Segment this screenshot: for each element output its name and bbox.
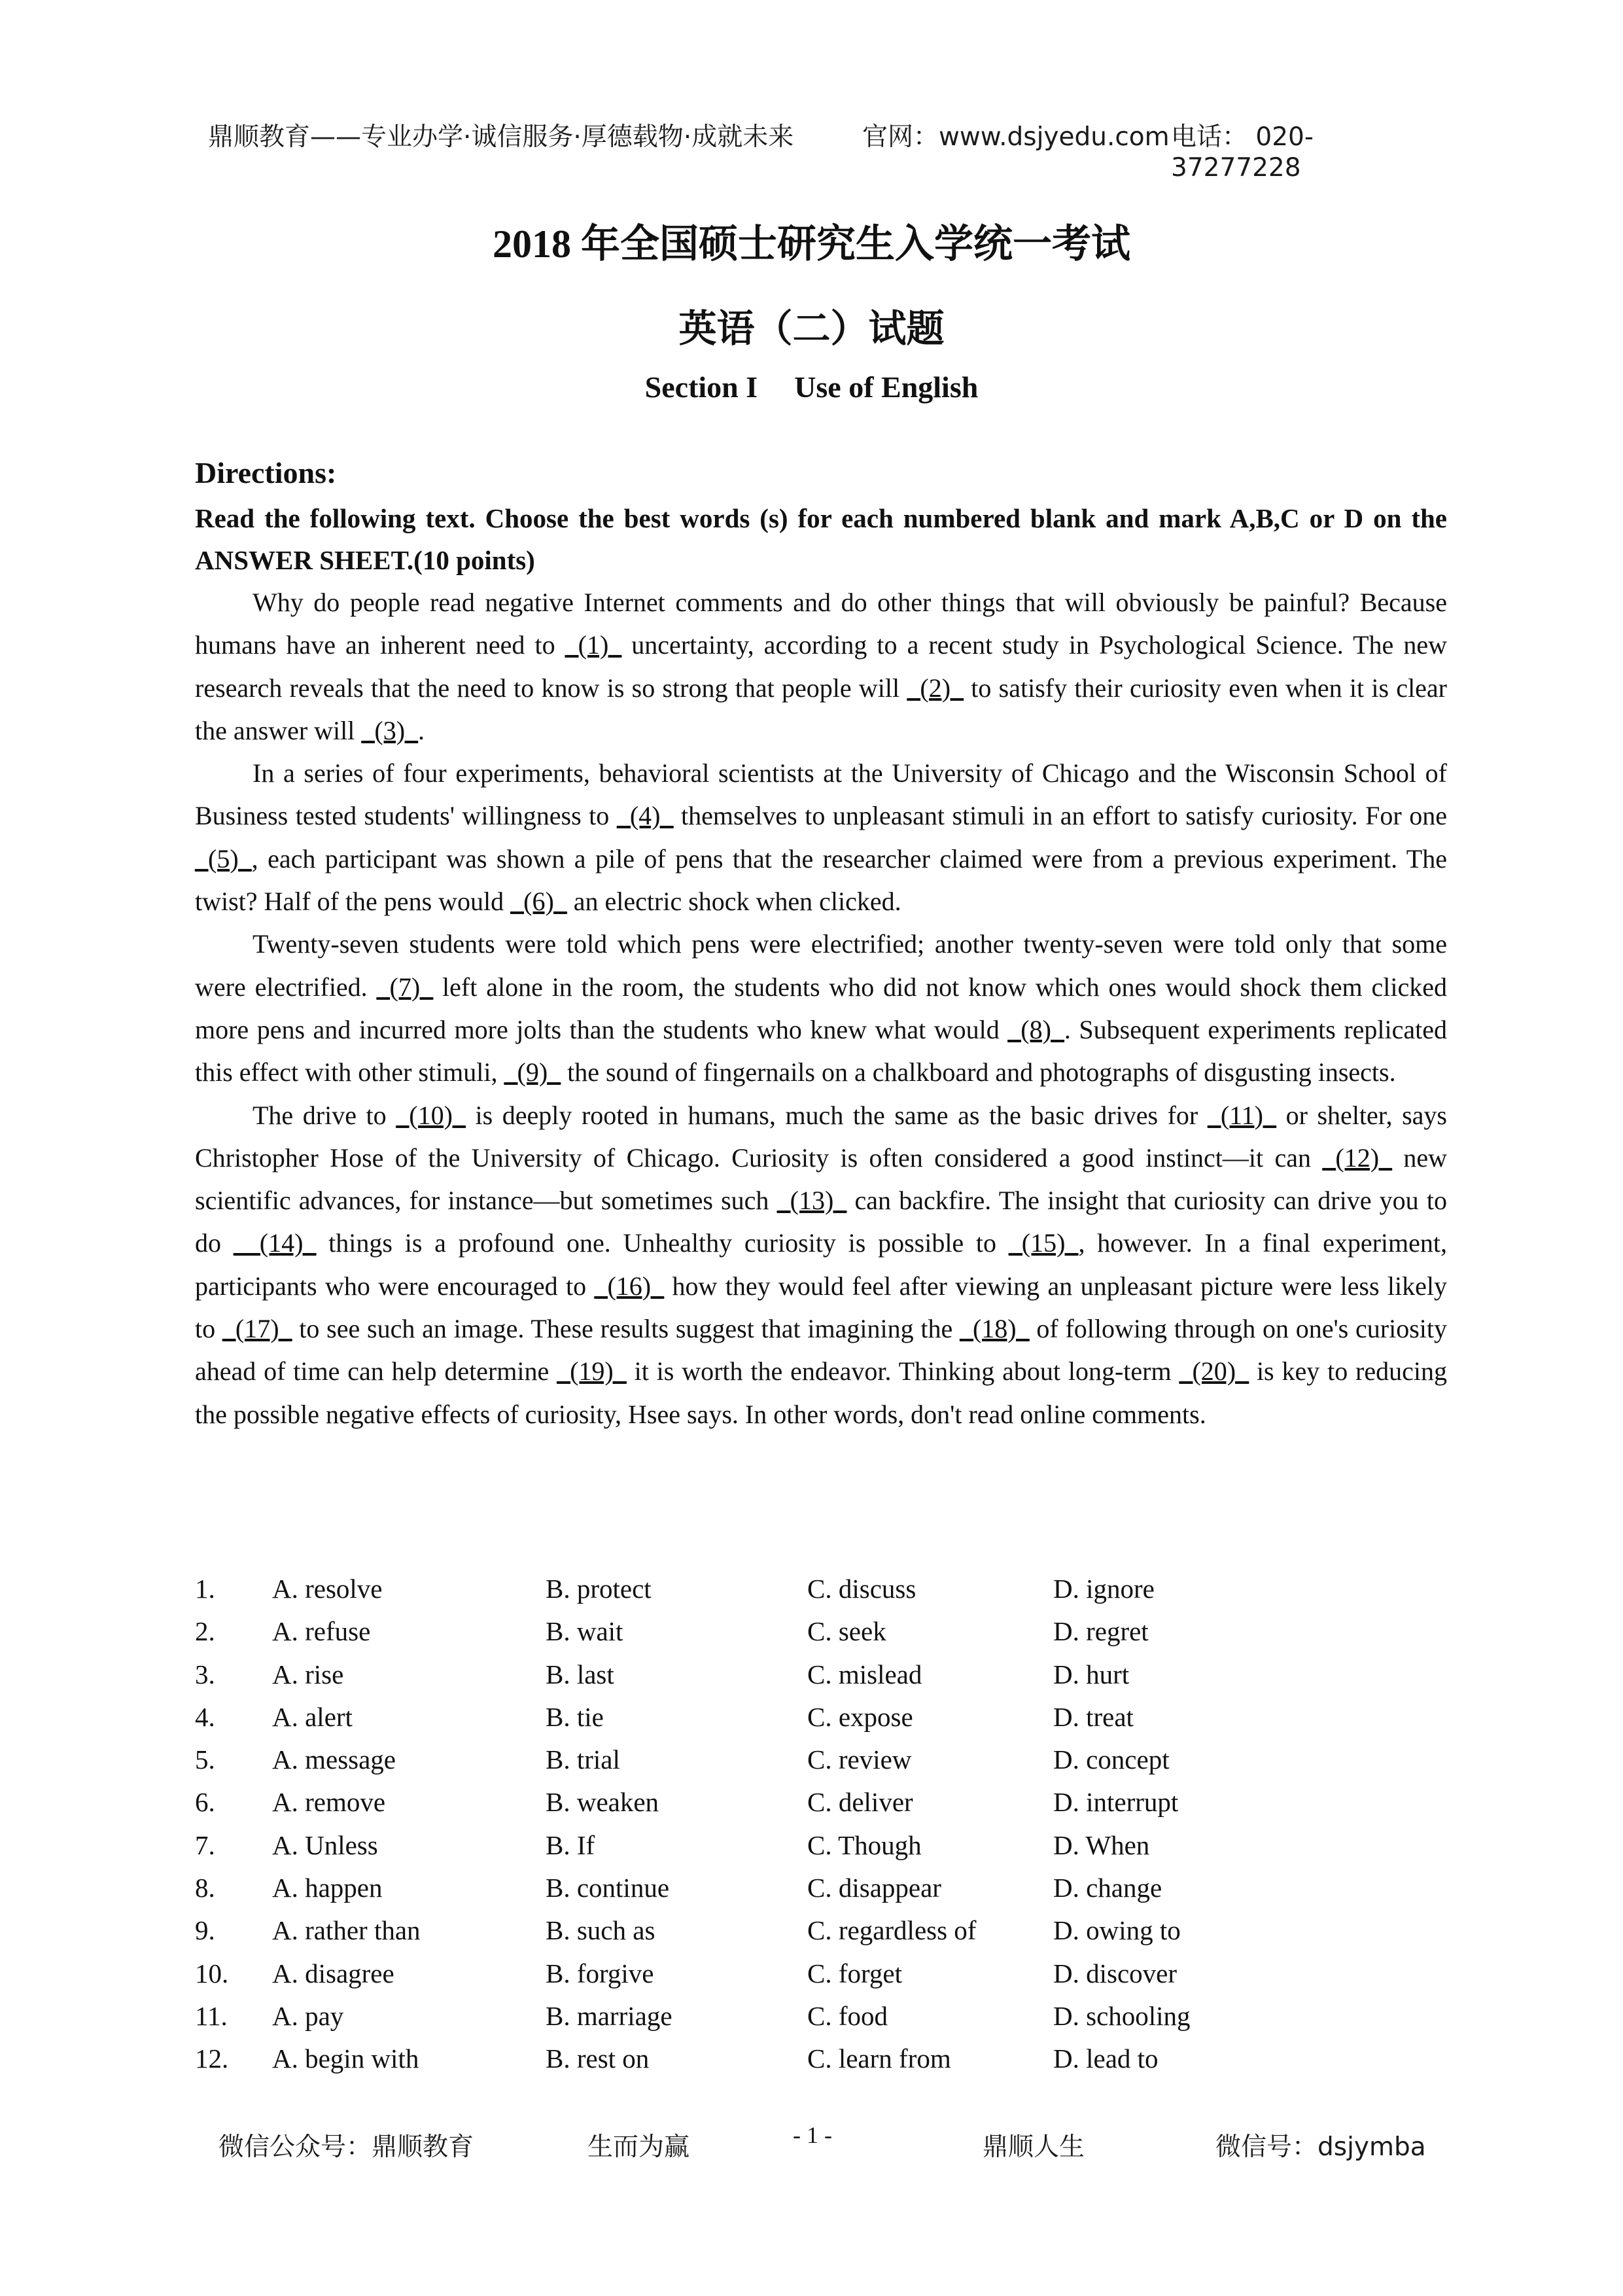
option-a: A. disagree — [272, 1958, 394, 1988]
option-row — [195, 1952, 1447, 1995]
option-row — [195, 2038, 1447, 2080]
question-number: 11. — [195, 2000, 228, 2031]
option-row — [195, 1995, 1447, 2038]
option-c: C. food — [807, 2000, 888, 2031]
option-d: D. change — [1053, 1873, 1162, 1903]
option-row — [195, 1909, 1447, 1952]
passage-text: things is a profound one. Unhealthy curiosity is possible to — [316, 1228, 1009, 1258]
directions-text: Read the following text. Choose the best words (s) for each numbered blank and mark A,B,C or D on the ANSWER SHEET.(10 points) — [195, 503, 1447, 575]
option-d: D. discover — [1053, 1958, 1178, 1988]
page-footer — [0, 2122, 1623, 2166]
option-d: D. schooling — [1053, 2000, 1191, 2031]
passage-text: . Subsequent experiments replicated this effect with other stimuli, — [195, 1014, 1447, 1087]
answer-options — [195, 1568, 1447, 2081]
blank-marker: _(17)_ — [222, 1314, 292, 1344]
footer-wechat-public: 微信公众号：鼎顺教育 — [218, 2132, 474, 2162]
question-number: 10. — [195, 1958, 229, 1988]
option-row — [195, 1781, 1447, 1824]
blank-marker: _(1)_ — [565, 630, 622, 660]
option-a: A. pay — [272, 2000, 344, 2031]
blank-marker: _(7)_ — [376, 972, 434, 1002]
option-a: A. Unless — [272, 1829, 378, 1860]
passage-text: uncertainty, according to a recent study in Psychological Science. The new research reveals that the need to know is so strong that people will — [195, 630, 1447, 703]
passage-text: can backfire. The insight that curiosity can drive you to do — [195, 1186, 1447, 1258]
option-a: A. happen — [272, 1873, 383, 1903]
footer-motto: 生而为赢 — [587, 2132, 690, 2162]
option-b: B. continue — [546, 1873, 670, 1903]
passage-text: an electric shock when clicked. — [567, 887, 901, 917]
passage-text: to see such an image. These results suggest that imagining the — [292, 1314, 960, 1344]
header-website: 官网：www.dsjyedu.com — [862, 122, 1170, 152]
option-row — [195, 1867, 1447, 1909]
passage-text: is key to reducing the possible negative effects of curiosity, Hsee says. In other words, don't read online comments. — [195, 1356, 1447, 1429]
passage-text: the sound of fingernails on a chalkboard and photographs of disgusting insects. — [561, 1057, 1396, 1087]
blank-marker: _(9)_ — [504, 1057, 561, 1087]
option-c: C. Though — [807, 1829, 922, 1860]
passage-text: or shelter, says Christopher Hose of the University of Chicago. Curiosity is often considered a good instinct—it can — [195, 1100, 1447, 1173]
question-number: 3. — [195, 1659, 215, 1689]
blank-marker: _(16)_ — [594, 1271, 665, 1301]
passage-text: how they would feel after viewing an unpleasant picture were less likely to — [195, 1271, 1447, 1344]
passage-paragraph — [195, 1094, 1447, 1436]
blank-marker: _(6)_ — [510, 887, 567, 917]
footer-brand: 鼎顺人生 — [983, 2132, 1085, 2162]
passage-text: Twenty-seven students were told which pens were electrified; another twenty-seven were told only that some were electrified. — [195, 929, 1447, 1002]
option-b: B. tie — [546, 1701, 604, 1732]
option-a: A. begin with — [272, 2043, 419, 2074]
option-row — [195, 1696, 1447, 1739]
option-d: D. hurt — [1053, 1659, 1130, 1689]
directions-heading: Directions: — [195, 456, 337, 489]
question-number: 7. — [195, 1829, 215, 1860]
blank-marker: _(18)_ — [959, 1314, 1030, 1344]
page-number: - 1 - — [793, 2122, 832, 2148]
passage-text: . — [418, 715, 425, 745]
blank-marker: _(5)_ — [195, 843, 252, 874]
option-d: D. interrupt — [1053, 1787, 1179, 1818]
option-d: D. regret — [1053, 1616, 1149, 1647]
question-number: 2. — [195, 1616, 215, 1647]
question-number: 5. — [195, 1744, 215, 1775]
question-number: 6. — [195, 1787, 215, 1818]
option-row — [195, 1653, 1447, 1696]
option-c: C. regardless of — [807, 1915, 977, 1946]
blank-marker: _(3)_ — [361, 715, 419, 745]
exam-title: 2018 年全国硕士研究生入学统一考试 — [493, 222, 1130, 266]
blank-marker: __(14)_ — [233, 1228, 317, 1258]
option-b: B. rest on — [546, 2043, 650, 2074]
option-row — [195, 1824, 1447, 1867]
option-c: C. expose — [807, 1701, 913, 1732]
question-number: 9. — [195, 1915, 215, 1946]
passage-text: to satisfy their curiosity even when it is clear the answer will — [195, 673, 1448, 745]
passage-text: new scientific advances, for instance—but sometimes such — [195, 1142, 1448, 1216]
passage-text: it is worth the endeavor. Thinking about long-term — [626, 1356, 1179, 1386]
option-b: B. such as — [546, 1915, 655, 1946]
option-d: D. ignore — [1053, 1574, 1155, 1604]
option-d: D. owing to — [1053, 1915, 1181, 1946]
section-heading — [0, 370, 1623, 404]
question-number: 8. — [195, 1873, 215, 1903]
option-b: B. wait — [546, 1616, 623, 1647]
option-c: C. forget — [807, 1958, 903, 1988]
blank-marker: _(10)_ — [396, 1100, 466, 1130]
option-c: C. seek — [807, 1616, 886, 1647]
passage-text: is deeply rooted in humans, much the same as the basic drives for — [465, 1100, 1208, 1130]
question-number: 1. — [195, 1574, 215, 1604]
option-b: B. weaken — [546, 1787, 659, 1818]
option-c: C. deliver — [807, 1787, 913, 1818]
passage-text: , however. In a final experiment, participants who were encouraged to — [195, 1228, 1447, 1301]
option-a: A. resolve — [272, 1574, 383, 1604]
option-a: A. rise — [272, 1659, 344, 1689]
option-b: B. last — [546, 1659, 614, 1689]
option-b: B. protect — [546, 1574, 652, 1604]
blank-marker: _(4)_ — [616, 801, 674, 831]
header-phone: 电话： 020-37277228 — [1171, 122, 1314, 183]
option-c: C. learn from — [807, 2043, 951, 2074]
option-a: A. alert — [272, 1701, 353, 1732]
footer-wechat-id: 微信号：dsjymba — [1215, 2132, 1426, 2162]
blank-marker: _(11)_ — [1207, 1100, 1276, 1130]
option-d: D. When — [1053, 1829, 1150, 1860]
option-a: A. rather than — [272, 1915, 421, 1946]
option-b: B. forgive — [546, 1958, 654, 1988]
header-slogan: 鼎顺教育——专业办学·诚信服务·厚德载物·成就未来 — [208, 122, 794, 152]
reading-passage — [195, 581, 1447, 1436]
blank-marker: _(13)_ — [777, 1186, 847, 1216]
blank-marker: _(12)_ — [1322, 1142, 1393, 1173]
option-a: A. message — [272, 1744, 396, 1775]
option-d: D. treat — [1053, 1701, 1134, 1732]
option-c: C. mislead — [807, 1659, 922, 1689]
exam-subtitle: 英语（二）试题 — [678, 308, 945, 350]
option-a: A. remove — [272, 1787, 386, 1818]
question-number: 12. — [195, 2043, 229, 2074]
passage-paragraph — [195, 581, 1447, 752]
blank-marker: _(2)_ — [907, 673, 964, 703]
passage-paragraph — [195, 752, 1447, 923]
passage-text: Why do people read negative Internet comments and do other things that will obviously be painful? Because humans have an inherent need to — [195, 588, 1447, 660]
blank-marker: _(8)_ — [1007, 1014, 1064, 1044]
option-d: D. lead to — [1053, 2043, 1159, 2074]
blank-marker: _(15)_ — [1008, 1228, 1079, 1258]
option-b: B. If — [546, 1829, 595, 1860]
option-b: B. trial — [546, 1744, 620, 1775]
blank-marker: _(20)_ — [1179, 1356, 1249, 1386]
passage-text: themselves to unpleasant stimuli in an effort to satisfy curiosity. For one — [673, 801, 1447, 831]
passage-text: of following through on one's curiosity ahead of time can help determine — [195, 1314, 1447, 1386]
passage-text: left alone in the room, the students who did not know which ones would shock them clicked more pens and incurred more jolts than the students who knew what would — [195, 972, 1447, 1044]
option-row — [195, 1610, 1447, 1653]
option-a: A. refuse — [272, 1616, 371, 1647]
option-d: D. concept — [1053, 1744, 1170, 1775]
section-name: Use of English — [794, 370, 979, 404]
page-header — [208, 116, 1438, 183]
option-row — [195, 1568, 1447, 1610]
question-number: 4. — [195, 1701, 215, 1732]
blank-marker: _(19)_ — [557, 1356, 627, 1386]
passage-text: In a series of four experiments, behavioral scientists at the University of Chicago and the Wisconsin School of Business tested students' willingness to — [195, 758, 1447, 831]
option-c: C. discuss — [807, 1574, 916, 1604]
option-row — [195, 1739, 1447, 1781]
passage-text: , each participant was shown a pile of pens that the researcher claimed were from a previous experiment. The twist? Half of the pens would — [195, 843, 1447, 917]
option-b: B. marriage — [546, 2000, 672, 2031]
passage-text: The drive to — [253, 1100, 396, 1130]
option-c: C. review — [807, 1744, 912, 1775]
passage-paragraph — [195, 923, 1447, 1093]
section-label: Section I — [644, 370, 758, 404]
option-c: C. disappear — [807, 1873, 941, 1903]
